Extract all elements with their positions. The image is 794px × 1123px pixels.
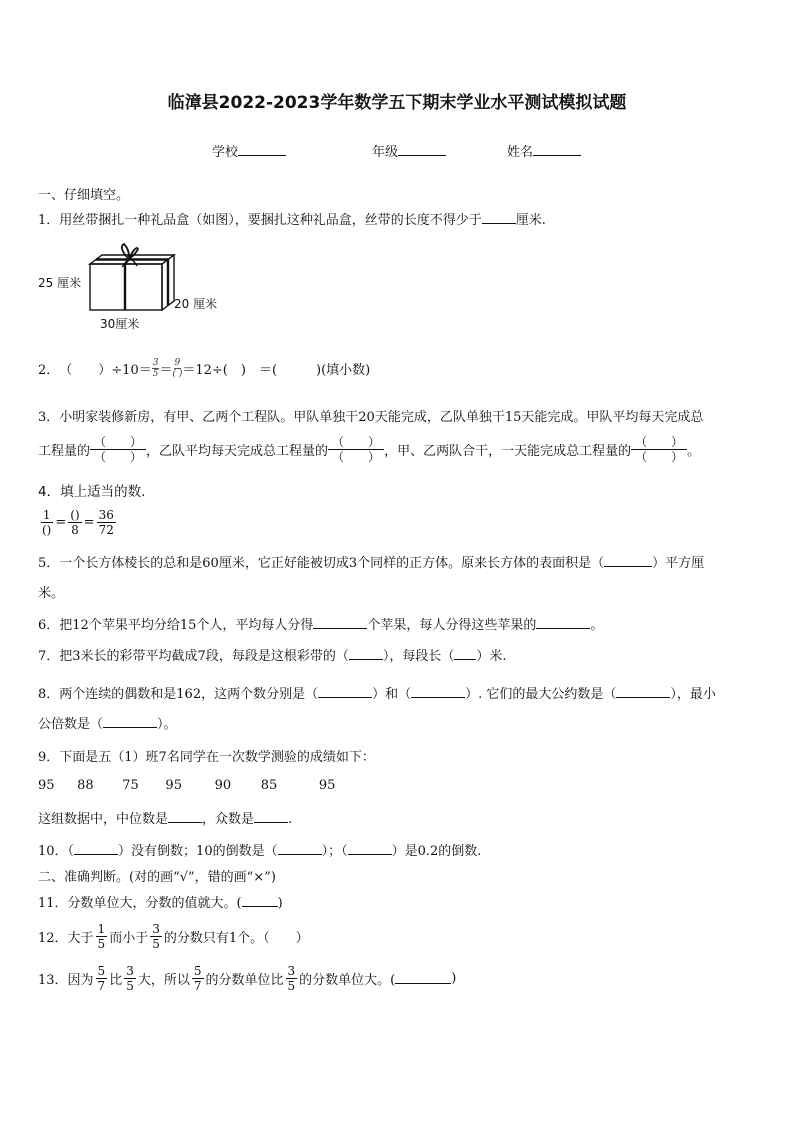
q9-ask bbox=[38, 808, 292, 827]
q4-eq-2: = bbox=[83, 514, 95, 530]
q3-part-c: ，甲、乙两队合干，一天能完成总工程量的 bbox=[384, 443, 632, 459]
q5-blank[interactable] bbox=[604, 555, 652, 567]
q2-part-b: ＝12÷( ) ＝( )(填小数) bbox=[182, 362, 371, 378]
q9-blank-median[interactable] bbox=[168, 811, 202, 823]
grade-label: 年级 bbox=[372, 145, 399, 160]
q5-text: 5．一个长方体棱长的总和是60厘米，它正好能被切成3个同样的正方体。原来长方体的表面积是（ bbox=[38, 556, 605, 571]
q13-part-g: ) bbox=[451, 970, 457, 986]
score-7: 95 bbox=[318, 778, 336, 793]
box-length-label: 30厘米 bbox=[100, 317, 140, 331]
question-9: 9．下面是五（1）班7名同学在一次数学测验的成绩如下： bbox=[38, 750, 375, 765]
q4-f1-den[interactable]: () bbox=[42, 522, 52, 537]
q8-part-c: ）. 它们的最大公约数是（ bbox=[465, 687, 617, 702]
q13-fraction-3 bbox=[192, 964, 204, 993]
q9-ask-b: ，众数是 bbox=[202, 812, 255, 827]
q2-f1-den: 5 bbox=[152, 368, 159, 379]
q3-fraction-1[interactable] bbox=[90, 435, 146, 464]
q4-f2-den: 8 bbox=[71, 522, 79, 537]
gift-box-figure bbox=[38, 240, 238, 335]
q13-f1-num: 5 bbox=[97, 963, 106, 978]
q4-f3-num: 36 bbox=[98, 507, 114, 522]
q4-f3-den: 72 bbox=[98, 522, 114, 537]
q10-blank-2[interactable] bbox=[278, 843, 322, 855]
q7-part-a: 7．把3米长的彩带平均截成7段，每段是这根彩带的（ bbox=[38, 649, 349, 664]
q2-fraction-2 bbox=[172, 358, 182, 379]
q3-f1-den[interactable]: （ ） bbox=[94, 449, 143, 464]
question-1 bbox=[38, 209, 546, 228]
score-6: 85 bbox=[260, 778, 278, 793]
name-blank[interactable] bbox=[533, 143, 581, 156]
q2-fraction-1 bbox=[152, 358, 160, 379]
q13-fraction-4 bbox=[286, 964, 298, 993]
q5-text-end: ）平方厘 bbox=[652, 556, 705, 571]
q12-f1-num: 1 bbox=[97, 921, 106, 936]
q3-f2-num[interactable]: （ ） bbox=[328, 435, 384, 450]
q12-part-b: 而小于 bbox=[109, 930, 149, 946]
q8-part-b: ）和（ bbox=[372, 687, 412, 702]
name-label: 姓名 bbox=[507, 145, 534, 160]
q13-fraction-1 bbox=[96, 964, 108, 993]
box-height-label: 25 厘米 bbox=[38, 276, 82, 290]
q12-f1-den: 5 bbox=[97, 936, 106, 951]
q13-f1-den: 7 bbox=[97, 978, 106, 993]
q13-part-c: 大，所以 bbox=[137, 972, 190, 988]
q9-ask-a: 这组数据中，中位数是 bbox=[38, 812, 169, 827]
q1-blank[interactable] bbox=[482, 212, 516, 224]
score-2: 88 bbox=[77, 778, 94, 793]
q3-fraction-3[interactable] bbox=[631, 435, 687, 464]
q8-blank-4[interactable] bbox=[103, 716, 157, 728]
question-5-line-2: 米。 bbox=[38, 586, 65, 601]
q7-blank-1[interactable] bbox=[349, 648, 383, 660]
q12-part-c[interactable]: 的分数只有1个。（ ） bbox=[163, 930, 309, 946]
q10-part-d: ）是0.2的倒数. bbox=[391, 844, 482, 859]
box-width-label: 20 厘米 bbox=[174, 297, 218, 311]
q6-part-a: 6．把12个苹果平均分给15个人，平均每人分得 bbox=[38, 618, 314, 633]
question-5-line-1 bbox=[38, 552, 704, 571]
q8-blank-3[interactable] bbox=[616, 686, 670, 698]
grade-blank[interactable] bbox=[398, 143, 446, 156]
q6-blank-2[interactable] bbox=[536, 617, 590, 629]
question-2 bbox=[38, 355, 370, 381]
q8-part-a: 8．两个连续的偶数和是162，这两个数分别是（ bbox=[38, 687, 319, 702]
score-3: 75 bbox=[122, 778, 139, 793]
q8-part-d: ），最小 bbox=[670, 687, 716, 702]
q1-unit: 厘米. bbox=[515, 213, 546, 228]
q10-blank-1[interactable] bbox=[74, 843, 118, 855]
q13-part-d: 的分数单位比 bbox=[205, 972, 284, 988]
q12-part-a: 12．大于 bbox=[38, 930, 94, 946]
q13-part-a: 13．因为 bbox=[38, 972, 94, 988]
question-8-line-1 bbox=[38, 683, 716, 702]
q13-fraction-2 bbox=[124, 964, 136, 993]
name-field bbox=[507, 141, 581, 160]
q8-line2-a: 公倍数是（ bbox=[38, 717, 104, 732]
q8-blank-1[interactable] bbox=[318, 686, 372, 698]
q13-blank[interactable] bbox=[395, 972, 451, 984]
q4-fraction-1 bbox=[40, 508, 53, 537]
q13-f2-den: 5 bbox=[126, 978, 134, 993]
q13-f3-num: 5 bbox=[193, 963, 202, 978]
q10-part-c: ）；（ bbox=[321, 844, 348, 859]
q3-f3-den[interactable]: （ ） bbox=[635, 449, 684, 464]
q12-fraction-2 bbox=[150, 922, 162, 951]
school-blank[interactable] bbox=[238, 143, 286, 156]
q3-part-a: 工程量的 bbox=[38, 443, 91, 459]
q13-part-b: 比 bbox=[109, 972, 123, 988]
q12-f2-den: 5 bbox=[152, 936, 160, 951]
q12-fraction-1 bbox=[96, 922, 108, 951]
q7-part-c: ）米. bbox=[476, 649, 507, 664]
q1-text: 1．用丝带捆扎一种礼品盒（如图），要捆扎这种礼品盒，丝带的长度不得少于 bbox=[38, 213, 482, 228]
q6-part-c: 。 bbox=[590, 618, 604, 633]
q7-blank-2[interactable] bbox=[454, 648, 476, 660]
q9-scores bbox=[38, 778, 335, 793]
question-11 bbox=[38, 892, 283, 911]
q13-part-e: 的分数单位大。( bbox=[299, 972, 396, 988]
q6-part-b: 个苹果，每人分得这些苹果的 bbox=[367, 618, 537, 633]
q4-fraction-2 bbox=[68, 508, 81, 537]
q4-equation bbox=[38, 505, 118, 539]
q3-f1-num[interactable]: （ ） bbox=[90, 435, 146, 450]
q4-f2-num[interactable]: () bbox=[70, 507, 80, 522]
q8-line2-b: ）。 bbox=[157, 717, 177, 732]
question-10 bbox=[38, 840, 481, 859]
q3-f2-den[interactable]: （ ） bbox=[332, 449, 381, 464]
page-title: 临漳县2022-2023学年数学五下期末学业水平测试模拟试题 bbox=[167, 93, 627, 113]
q3-part-d: 。 bbox=[687, 443, 701, 459]
q11-blank[interactable] bbox=[242, 895, 278, 907]
question-12 bbox=[38, 918, 309, 954]
section-2-heading: 二、准确判断。(对的画“√”，错的画“×”) bbox=[38, 870, 276, 885]
q3-part-b: ，乙队平均每天完成总工程量的 bbox=[146, 443, 329, 459]
q2-number: 2． bbox=[38, 362, 60, 378]
q4-fraction-3 bbox=[97, 508, 116, 537]
q11-part-a: 11．分数单位大，分数的值就大。( bbox=[38, 896, 242, 911]
score-5: 90 bbox=[214, 778, 232, 793]
q2-eq: ＝ bbox=[159, 362, 173, 378]
question-3-line-2 bbox=[38, 432, 700, 466]
section-1-heading: 一、仔细填空。 bbox=[38, 188, 130, 203]
q10-part-a: 10．（ bbox=[38, 844, 75, 859]
q2-f1-num: 3 bbox=[152, 357, 159, 368]
score-4: 95 bbox=[165, 778, 182, 793]
q13-f4-num: 3 bbox=[287, 963, 296, 978]
q10-blank-3[interactable] bbox=[348, 843, 392, 855]
q2-f2-den[interactable]: ( ) bbox=[172, 368, 183, 379]
q13-f2-num: 3 bbox=[126, 963, 134, 978]
q3-f3-num[interactable]: （ ） bbox=[631, 435, 687, 450]
q3-fraction-2[interactable] bbox=[328, 435, 384, 464]
school-field bbox=[212, 141, 286, 160]
school-label: 学校 bbox=[212, 145, 239, 160]
q13-f3-den: 7 bbox=[193, 978, 202, 993]
q9-ask-c: . bbox=[288, 812, 293, 827]
question-13 bbox=[38, 960, 456, 996]
question-8-line-2 bbox=[38, 713, 177, 732]
q9-blank-mode[interactable] bbox=[254, 811, 288, 823]
question-7 bbox=[38, 645, 506, 664]
q10-part-b: ）没有倒数；10的倒数是（ bbox=[118, 844, 278, 859]
q2-f2-num: 9 bbox=[174, 357, 181, 368]
q4-f1-num: 1 bbox=[42, 507, 51, 522]
q13-f4-den: 5 bbox=[287, 978, 296, 993]
grade-field bbox=[372, 141, 446, 160]
q7-part-b: ），每段长（ bbox=[382, 649, 455, 664]
question-4: 4．填上适当的数. bbox=[38, 484, 146, 500]
q8-blank-2[interactable] bbox=[411, 686, 465, 698]
q6-blank-1[interactable] bbox=[313, 617, 367, 629]
q11-part-b: ) bbox=[277, 896, 283, 911]
q4-eq-1: = bbox=[55, 514, 67, 530]
q12-f2-num: 3 bbox=[152, 921, 160, 936]
question-3-line-1: 3．小明家装修新房，有甲、乙两个工程队。甲队单独干20天能完成，乙队单独干15天能完成。甲队平均每天完成总 bbox=[38, 410, 704, 425]
q2-part-a: （ ）÷10＝ bbox=[59, 362, 152, 378]
question-6 bbox=[38, 614, 603, 633]
score-1: 95 bbox=[38, 778, 55, 793]
